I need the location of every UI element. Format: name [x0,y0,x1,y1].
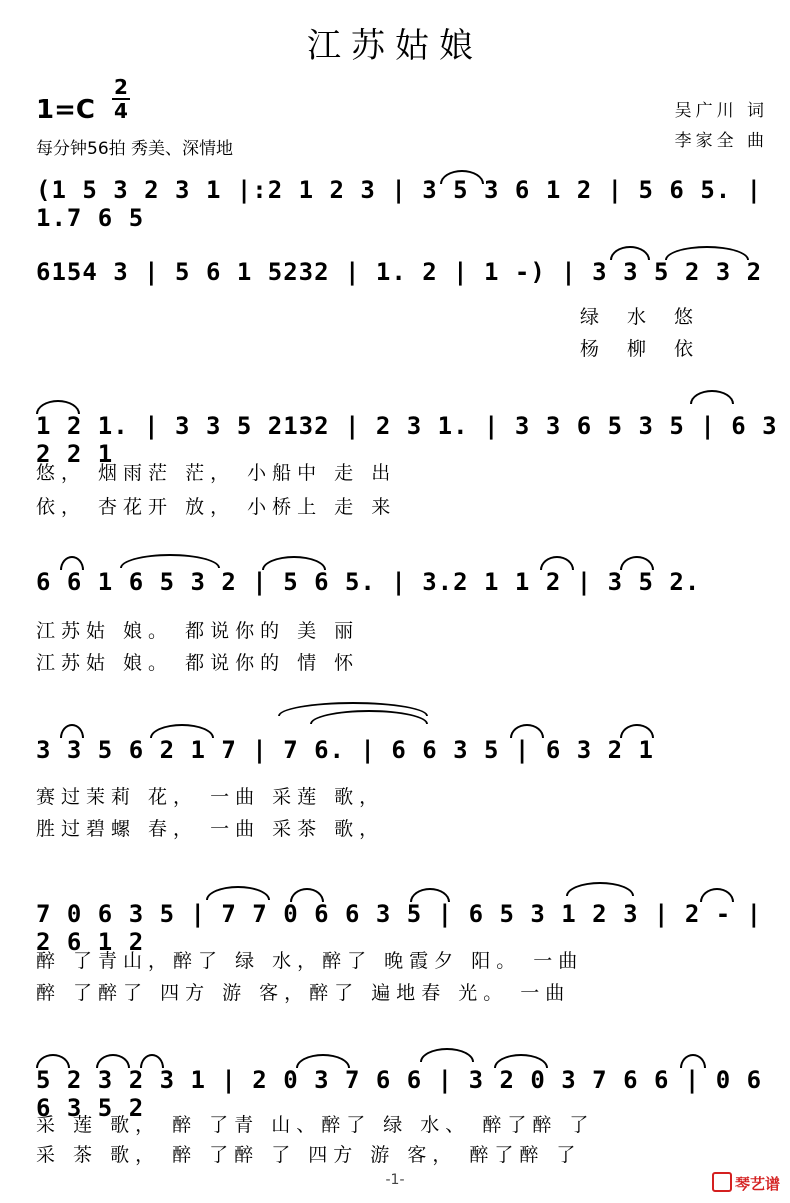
lyricist-credit: 吴广川 词 [674,101,768,121]
slur-mark [206,886,270,900]
time-sig-top: 2 [114,75,128,99]
slur-mark [620,724,654,738]
tempo-marking: 每分钟56拍 秀美、深情地 [36,139,234,159]
lyric-verse-2: 杨柳依 [580,338,722,360]
slur-mark [296,1054,350,1068]
slur-mark [290,888,324,902]
lyric-verse-1: 醉 了青山，醉了 绿 水，醉了 晚霞夕 阳。 一曲 [36,950,584,972]
notation-line: 6154 3 | 5 6 1 5232 | 1. 2 | 1 -) | 3 3 5 2 3 2 [36,258,763,286]
lyric-verse-2: 醉 了醉了 四方 游 客，醉了 遍地春 光。 一曲 [36,982,571,1004]
score-system-2 [0,258,790,358]
key-signature: 1=C [36,95,95,125]
slur-mark [60,724,84,738]
composer-credit: 李家全 曲 [674,131,768,151]
slur-mark [36,1054,70,1068]
lyric-verse-2: 胜过碧螺 春， 一曲 采茶 歌， [36,818,385,840]
slur-mark [262,556,326,570]
lyric-verse-1: 绿水悠 [580,306,722,328]
slur-mark [566,882,634,896]
notation-line: 7 0 6 3 5 | 7 7 0 6 6 3 5 | 6 5 3 1 2 3 | 2 - | 2 6 1 2 [36,900,763,956]
slur-mark [140,1054,164,1068]
slur-mark [510,724,544,738]
slur-mark [700,888,734,902]
slur-mark [690,390,734,404]
notation-line: (1 5 3 2 3 1 |:2 1 2 3 | 3 5 3 6 1 2 | 5 6 5. | 1.7 6 5 [36,176,763,232]
page-number: -1- [385,1172,405,1188]
slur-mark [680,1054,706,1068]
lyric-verse-2: 依， 杏花开 放， 小桥上 走 来 [36,496,397,518]
slur-mark [610,246,650,260]
logo-icon [712,1172,732,1192]
lyric-verse-1: 悠， 烟雨茫 茫， 小船中 走 出 [36,462,397,484]
slur-mark [96,1054,130,1068]
slur-mark [36,400,80,414]
notation-line: 6 6 1 6 5 3 2 | 5 6 5. | 3.2 1 1 2 | 3 5 2. [36,568,701,596]
notation-line: 5 2 3 2 3 1 | 2 0 3 7 6 6 | 3 2 0 3 7 6 6 | 0 6 6 3 5 2 [36,1066,763,1122]
score-system-4 [0,568,790,678]
lyric-verse-2: 江苏姑 娘。 都说你的 情 怀 [36,652,360,674]
slur-mark [150,724,214,738]
score-system-6 [0,900,790,1010]
slur-mark [494,1054,548,1068]
score-system-5 [0,736,790,846]
slur-mark [540,556,574,570]
watermark-text: 琴艺谱 [734,1175,780,1193]
song-title: 江苏姑娘 [307,26,483,66]
lyric-verse-1: 赛过茉莉 花， 一曲 采莲 歌， [36,786,385,808]
slur-mark [410,888,450,902]
slur-mark [440,170,484,184]
score-system-3 [0,412,790,522]
slur-mark [120,554,220,568]
slur-mark [420,1048,474,1062]
slur-mark [620,556,654,570]
score-system-7 [0,1066,790,1166]
slur-mark [60,556,84,570]
lyric-verse-2: 采 茶 歌， 醉 了醉 了 四方 游 客， 醉了醉 了 [36,1144,582,1166]
notation-line: 1 2 1. | 3 3 5 2132 | 2 3 1. | 3 3 6 5 3 5 | 6 3 2 2 1 [36,412,778,468]
notation-line: 3 3 5 6 2 1 7 | 7 6. | 6 6 3 5 | 6 3 2 1 [36,736,654,764]
lyric-verse-1: 江苏姑 娘。 都说你的 美 丽 [36,620,360,642]
lyric-verse-1: 采 莲 歌， 醉 了青 山、醉了 绿 水、 醉了醉 了 [36,1114,595,1136]
score-system-1 [0,176,790,236]
watermark-logo [712,1172,780,1194]
time-sig-bottom: 4 [114,99,128,123]
slur-mark [665,246,749,260]
time-signature [112,76,130,122]
